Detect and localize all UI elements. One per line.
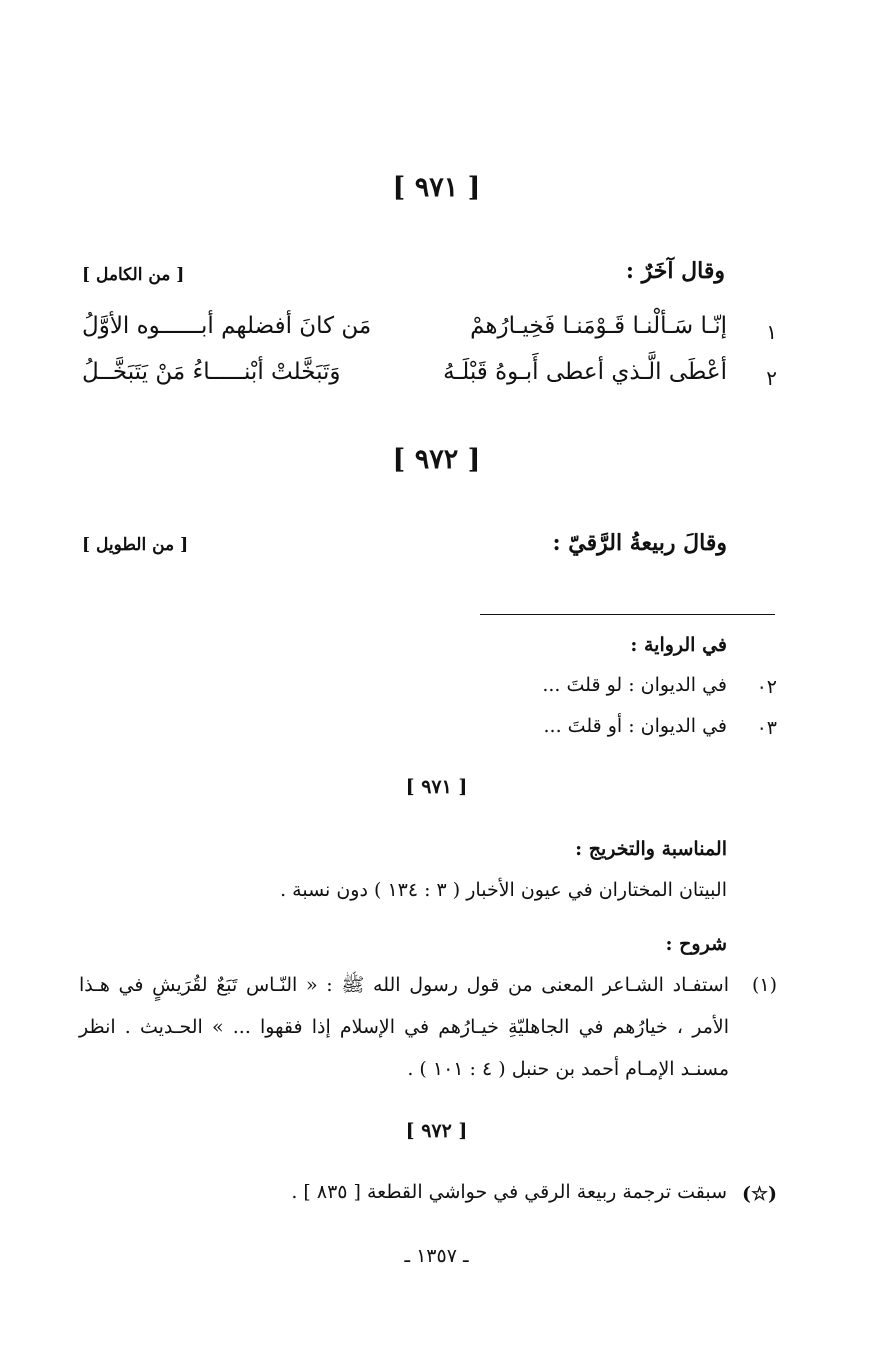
notes-subheading-971: [ ٩٧١ ] <box>405 776 468 798</box>
star-note-text: سبقت ترجمة ربيعة الرقي في حواشي القطعة [ ٨٣٥ ] . <box>291 1181 727 1203</box>
riwaya-number: ٠٣ <box>756 717 777 739</box>
notes-subheading-972: [ ٩٧٢ ] <box>405 1120 468 1142</box>
section-heading-971: [ ٩٧١ ] <box>392 172 481 203</box>
poem-972-meter: [ من الطويل ] <box>82 535 189 555</box>
verse-first-hemistich: أعْطَى الَّـذي أعطى أَبـوهُ قَبْلَـهُ <box>443 359 727 385</box>
verse-first-hemistich: إنّـا سَـألْنـا قَـوْمَنـا فَخِيـارُهمْ <box>470 313 727 339</box>
sharh-paragraph: استفـاد الشـاعر المعنى من قول رسول الله ﷺ : « النّـاس تَبَعٌ لقُرَيشٍ في هـذا الأمر ، خيارُهم في الجاهليّةِ خيـارُهم في الإسلام إذا فقهوا ... » الحـديث . انظر مسنـد الإمـام أحمد بن حنبل ( ٤ : ١٠١ ) . <box>79 974 729 1080</box>
shuruh-heading: شروح : <box>665 933 727 955</box>
footnote-divider <box>480 614 775 615</box>
riwaya-text: في الديوان : لو قلتَ ... <box>542 674 727 696</box>
verse-second-hemistich: وَتَبَخَّلتْ أبْنـــــاءُ مَنْ يَتَبَخَّــلُ <box>82 359 341 385</box>
riwaya-number: ٠٢ <box>756 676 777 698</box>
verse-second-hemistich: مَن كانَ أفضلهم أبــــــوه الأوَّلُ <box>82 313 372 339</box>
munasaba-heading: المناسبة والتخريج : <box>575 838 727 860</box>
munasaba-text: البيتان المختاران في عيون الأخبار ( ٣ : ١٣٤ ) دون نسبة . <box>280 879 727 901</box>
verse-number: ١ <box>766 320 777 344</box>
poem-971-meter: [ من الكامل ] <box>82 265 185 285</box>
sharh-number: (١) <box>751 974 777 996</box>
riwaya-text: في الديوان : أو قلتَ ... <box>543 715 727 737</box>
poem-971-intro: وقال آخَرٌ : <box>625 258 725 284</box>
section-heading-972: [ ٩٧٢ ] <box>392 444 481 475</box>
poem-972-intro: وقالَ ربيعةُ الرَّقيّ : <box>552 530 727 556</box>
star-note-marker: (☆) <box>741 1183 777 1205</box>
verse-number: ٢ <box>766 366 777 390</box>
page-number: ـ ١٣٥٧ ـ <box>404 1245 469 1267</box>
riwaya-heading: في الرواية : <box>630 634 727 656</box>
